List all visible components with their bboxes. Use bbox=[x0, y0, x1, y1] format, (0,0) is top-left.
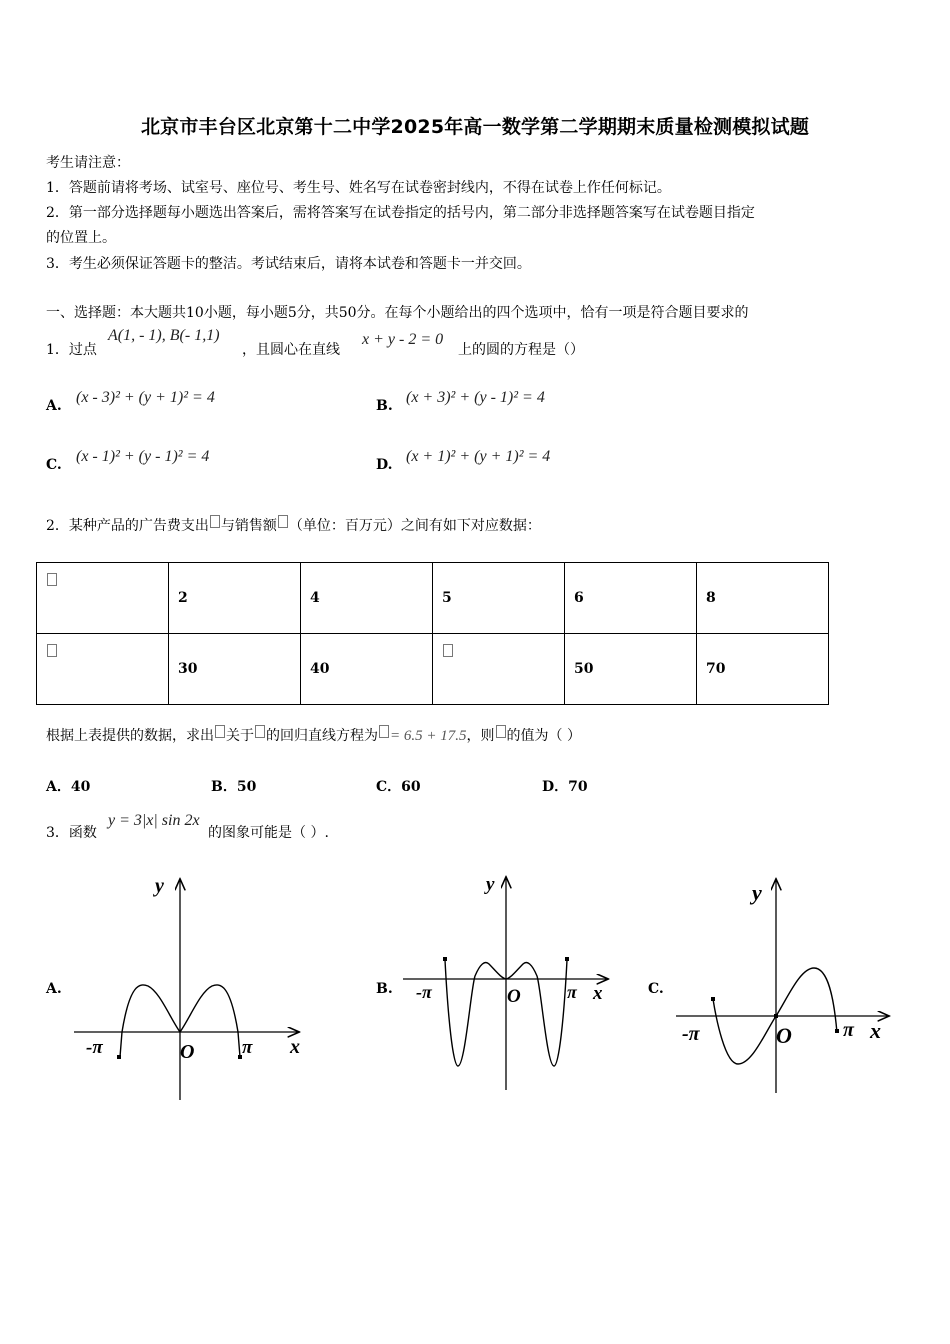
y-label: y bbox=[155, 875, 164, 897]
q1-prefix: 1．过点 bbox=[46, 342, 97, 358]
notice-item-2: 2．第一部分选择题每小题选出答案后，需将答案写在试卷指定的括号内，第二部分非选择题答案写在试卷题目指定 bbox=[46, 205, 755, 221]
notice-item-3: 3．考生必须保证答题卡的整洁。考试结束后，请将本试卷和答题卡一并交回。 bbox=[46, 256, 531, 272]
q2-question-e: 的值为（ ） bbox=[506, 728, 581, 744]
table-cell-unknown bbox=[433, 634, 565, 705]
missing-glyph-icon bbox=[47, 644, 57, 657]
q3-option-b-label: B. bbox=[376, 981, 393, 997]
q2-stem-part1: 2．某种产品的广告费支出 bbox=[46, 518, 209, 534]
pi-label: π bbox=[242, 1037, 253, 1058]
table-cell: 70 bbox=[697, 634, 829, 705]
q3-option-a-label: A. bbox=[46, 981, 62, 997]
table-cell: 8 bbox=[697, 563, 829, 634]
endpoint-marker bbox=[117, 1055, 121, 1059]
q1-option-d[interactable]: (x + 1)² + (y + 1)² = 4 bbox=[406, 448, 551, 465]
q2-question-d: ，则 bbox=[466, 728, 495, 744]
q2-option-d[interactable]: D．70 bbox=[542, 779, 588, 795]
y-label: y bbox=[486, 874, 495, 895]
endpoint-marker bbox=[565, 957, 569, 961]
endpoint-marker bbox=[835, 1029, 839, 1033]
q2-stem bbox=[46, 515, 541, 535]
data-table bbox=[36, 562, 829, 705]
q2-option-b[interactable]: B．50 bbox=[211, 779, 257, 795]
q1-option-a-label: A. bbox=[46, 398, 62, 414]
table-row bbox=[37, 563, 829, 634]
q2-option-c[interactable]: C．60 bbox=[376, 779, 421, 795]
q2-question bbox=[46, 725, 581, 745]
table-cell: 40 bbox=[301, 634, 433, 705]
q1-option-d-label: D. bbox=[376, 457, 393, 473]
table-row bbox=[37, 634, 829, 705]
q1-option-c[interactable]: (x - 1)² + (y - 1)² = 4 bbox=[76, 448, 210, 465]
missing-glyph-icon bbox=[210, 515, 220, 528]
table-cell: 30 bbox=[169, 634, 301, 705]
q1-option-c-label: C. bbox=[46, 457, 62, 473]
endpoint-marker bbox=[711, 997, 715, 1001]
q2-option-a[interactable]: A．40 bbox=[46, 779, 91, 795]
q1-suffix: 上的圆的方程是（） bbox=[458, 342, 584, 358]
missing-glyph-icon bbox=[496, 725, 506, 738]
missing-glyph-icon bbox=[255, 725, 265, 738]
table-header-x bbox=[37, 563, 169, 634]
notice-item-1: 1．答题前请将考场、试室号、座位号、考生号、姓名写在试卷密封线内，不得在试卷上作任何标记。 bbox=[46, 180, 671, 196]
neg-pi-label: -π bbox=[416, 982, 432, 1002]
q3-graph-c[interactable] bbox=[670, 868, 895, 1098]
neg-pi-label: -π bbox=[682, 1023, 700, 1045]
q3-option-c-label: C. bbox=[648, 981, 664, 997]
origin-label: O bbox=[507, 986, 521, 1007]
endpoint-marker bbox=[443, 957, 447, 961]
q2-stem-part2: 与销售额 bbox=[220, 518, 277, 534]
missing-glyph-icon bbox=[278, 515, 288, 528]
table-header-y bbox=[37, 634, 169, 705]
q1-option-a[interactable]: (x - 3)² + (y + 1)² = 4 bbox=[76, 389, 215, 406]
q3-prefix: 3．函数 bbox=[46, 825, 97, 841]
q3-suffix: 的图象可能是（ ）. bbox=[208, 825, 329, 841]
x-label: x bbox=[870, 1018, 881, 1043]
table-cell: 2 bbox=[169, 563, 301, 634]
origin-label: O bbox=[180, 1041, 195, 1063]
missing-glyph-icon bbox=[379, 725, 389, 738]
q2-stem-part3: （单位：百万元）之间有如下对应数据： bbox=[288, 518, 541, 534]
x-label: x bbox=[593, 983, 603, 1004]
q2-regression-eq: = 6.5 + 17.5 bbox=[390, 728, 467, 744]
q2-question-a: 根据上表提供的数据，求出 bbox=[46, 728, 214, 744]
table-cell: 4 bbox=[301, 563, 433, 634]
missing-glyph-icon bbox=[47, 573, 57, 586]
missing-glyph-icon bbox=[215, 725, 225, 738]
q1-option-b-label: B. bbox=[376, 398, 393, 414]
pi-label: π bbox=[567, 982, 577, 1002]
q1-line-eq: x + y - 2 = 0 bbox=[362, 331, 444, 348]
x-label: x bbox=[290, 1036, 300, 1058]
q2-question-b: 关于 bbox=[226, 728, 254, 744]
y-label: y bbox=[752, 880, 762, 905]
neg-pi-label: -π bbox=[86, 1037, 103, 1058]
notice-item-2-cont: 的位置上。 bbox=[46, 230, 116, 246]
origin-label: O bbox=[776, 1023, 792, 1048]
q3-graph-a[interactable] bbox=[60, 868, 310, 1108]
missing-glyph-icon bbox=[443, 644, 453, 657]
section-heading: 一、选择题：本大题共10小题，每小题5分，共50分。在每个小题给出的四个选项中，恰有一项是符合题目要求的 bbox=[46, 305, 749, 321]
notice-heading: 考生请注意： bbox=[46, 155, 130, 171]
q1-points: A(1, - 1), B(- 1,1) bbox=[108, 327, 220, 344]
q3-function: y = 3|x| sin 2x bbox=[108, 812, 200, 829]
pi-label: π bbox=[843, 1019, 854, 1041]
table-cell: 50 bbox=[565, 634, 697, 705]
q2-question-c: 的回归直线方程为 bbox=[266, 728, 378, 744]
table-cell: 6 bbox=[565, 563, 697, 634]
q3-graph-b[interactable] bbox=[395, 868, 620, 1098]
q1-option-b[interactable]: (x + 3)² + (y - 1)² = 4 bbox=[406, 389, 545, 406]
origin-marker bbox=[774, 1014, 778, 1018]
page-title: 北京市丰台区北京第十二中学2025年高一数学第二学期期末质量检测模拟试题 bbox=[140, 116, 810, 138]
q1-mid: ，且圆心在直线 bbox=[242, 342, 340, 358]
table-cell: 5 bbox=[433, 563, 565, 634]
